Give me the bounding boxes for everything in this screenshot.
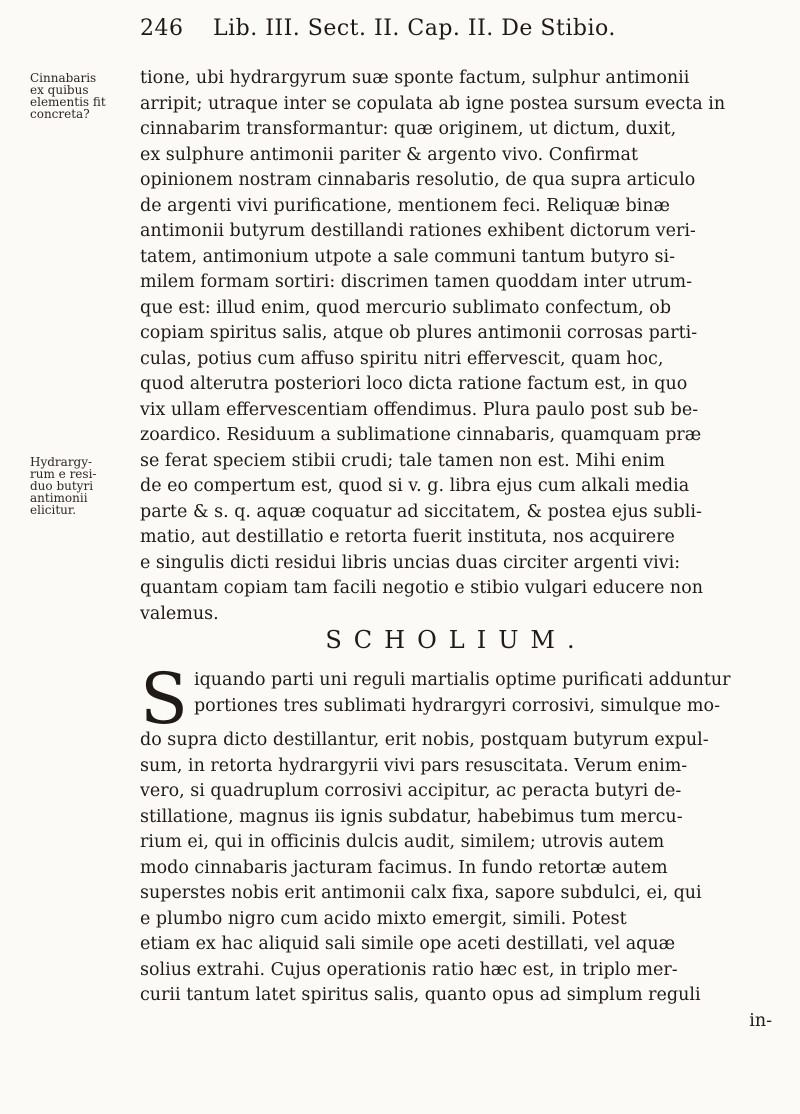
text-line: de eo compertum est, quod si v. g. libra ejus cum alkali media (140, 476, 690, 496)
drop-cap: S (140, 658, 188, 740)
main-text (140, 66, 772, 627)
text-line: tatem, antimonium utpote a sale communi tantum butyro si- (140, 246, 676, 267)
text-line: quantam copiam tam facili negotio e stibio vulgari educere non (140, 578, 703, 598)
margin-note-line: rum e resi- (30, 467, 97, 481)
text-line: valemus. (140, 603, 219, 624)
text-line: etiam ex hac aliquid sali simile ope aceti destillati, vel aquæ (140, 934, 676, 954)
text-line: curii tantum latet spiritus salis, quanto opus ad simplum reguli (140, 985, 701, 1005)
text-line: se ferat speciem stibii crudi; tale tamen non est. Mihi enim (140, 450, 665, 471)
text-line: milem formam sortiri: discrimen tamen quoddam inter utrum- (140, 272, 693, 292)
text-line: cinnabarim transformantur: quæ originem, ut dictum, duxit, (140, 119, 677, 139)
catchword: in- (749, 1010, 772, 1031)
text-line: parte & s. q. aquæ coquatur ad siccitatem, & postea ejus subli- (140, 501, 702, 522)
text-line: culas, potius cum affuso spiritu nitri effervescit, quam hoc, (140, 348, 664, 369)
text-line: que est: illud enim, quod mercurio sublimato confectum, ob (140, 297, 672, 318)
text-line: e plumbo nigro cum acido mixto emergit, simili. Potest (140, 908, 627, 929)
scholium-text (140, 658, 772, 1034)
running-header (140, 16, 760, 41)
text-line: modo cinnabaris jacturam facimus. In fundo retortæ autem (140, 857, 668, 878)
text-line: antimonii butyrum destillandi rationes exhibent dictorum veri- (140, 221, 696, 241)
margin-note-line: duo butyri (30, 479, 94, 493)
text-line: vero, si quadruplum corrosivi accipitur, ac peracta butyri de- (140, 781, 682, 801)
text-line: superstes nobis erit antimonii calx fixa, sapore subdulci, ei, qui (140, 883, 702, 903)
margin-note-line: ex quibus (30, 83, 89, 97)
text-line: portiones tres sublimati hydrargyri corrosivi, simulque mo- (193, 695, 720, 716)
scholium-heading: SCHOLIUM. (325, 626, 587, 654)
text-line: copiam spiritus salis, atque ob plures antimonii corrosas parti- (140, 323, 698, 343)
text-line: vix ullam effervescentiam offendimus. Plura paulo post sub be- (140, 399, 699, 420)
text-line: rium ei, qui in officinis dulcis audit, similem; utrovis autem (140, 832, 665, 852)
text-line: e singulis dicti residui libris uncias duas circiter argenti vivi: (140, 552, 681, 573)
text-line: quod alterutra posteriori loco dicta ratione factum est, in quo (140, 374, 688, 394)
margin-note-line: antimonii (30, 491, 88, 505)
margin-note-line: elementis fit (30, 95, 106, 109)
margin-note-line: Hydrargy- (30, 455, 93, 469)
running-title: Lib. III. Sect. II. Cap. II. De Stibio. (213, 16, 616, 41)
margin-note-hydrargyrum (30, 456, 134, 516)
text-line: tione, ubi hydrargyrum suæ sponte factum, sulphur antimonii (140, 68, 690, 88)
text-line: ex sulphure antimonii pariter & argento vivo. Confirmat (140, 144, 638, 165)
margin-note-line: concreta? (30, 107, 90, 121)
text-line: opinionem nostram cinnabaris resolutio, de qua supra articulo (140, 170, 696, 190)
text-line: arripit; utraque inter se copulata ab igne postea sursum evecta in (140, 93, 726, 114)
text-line: zoardico. Residuum a sublimatione cinnabaris, quamquam præ (140, 425, 702, 445)
text-line: stillatione, magnus iis ignis subdatur, habebimus tum mercu- (140, 806, 683, 827)
text-line: matio, aut destillatio e retorta fuerit instituta, nos acquirere (140, 527, 675, 547)
text-line: iquando parti uni reguli martialis optime purificati adduntur (193, 670, 731, 690)
text-line: do supra dicto destillantur, erit nobis, postquam butyrum expul- (140, 730, 709, 750)
text-line: sum, in retorta hydrargyrii vivi pars resuscitata. Verum enim- (140, 755, 688, 776)
page-number: 246 (140, 16, 184, 41)
margin-note-line: Cinnabaris (30, 71, 97, 85)
margin-note-cinnabaris (30, 72, 134, 120)
text-line: de argenti vivi purificatione, mentionem feci. Reliquæ binæ (140, 195, 670, 216)
text-line: solius extrahi. Cujus operationis ratio hæc est, in triplo mer- (140, 959, 678, 980)
margin-note-line: elicitur. (30, 503, 77, 517)
